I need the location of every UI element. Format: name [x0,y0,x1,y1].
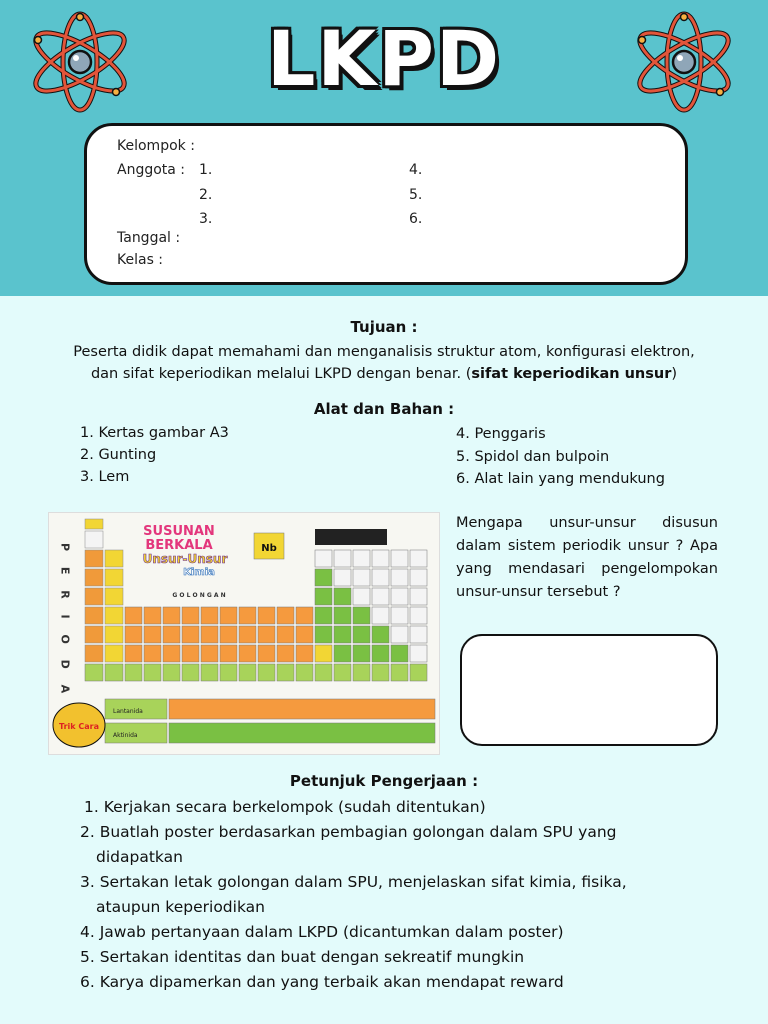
pt-golongan: G O L O N G A N [172,592,226,599]
tujuan-heading: Tujuan : [350,318,418,336]
pt-perioda: P E R I O D A [58,543,72,700]
member-3: 3. [199,211,213,227]
member-6: 6. [409,211,423,227]
pt-nb: Nb [261,543,277,554]
tujuan-line-1: Peserta didik dapat memahami dan menganalisis struktur atom, konfigurasi elektron, [73,344,695,360]
tanggal-label: Tanggal : [117,230,181,246]
member-1: 1. [199,162,213,178]
pt-title-1: SUSUNAN [143,524,215,539]
petunjuk-heading: Petunjuk Pengerjaan : [289,772,479,790]
guiding-question: Mengapa unsur-unsur disusun dalam sistem periodik unsur ? Apa yang mendasari pengelompokan unsur-unsur tersebut ? [456,515,718,600]
pt-title-4: Kimia [183,567,215,578]
step-2: 2. Buatlah poster berdasarkan pembagian golongan dalam SPU yang [80,823,617,841]
step-6: 6. Karya dipamerkan dan yang terbaik akan mendapat reward [80,973,564,991]
periodic-table-image [48,512,440,755]
pt-badge: Trik Cara [59,722,99,731]
kelas-label: Kelas : [117,252,164,268]
alat-heading: Alat dan Bahan : [313,400,455,418]
step-5: 5. Sertakan identitas dan buat dengan sekreatif mungkin [80,948,525,966]
step-3: 3. Sertakan letak golongan dalam SPU, menjelaskan sifat kimia, fisika, [80,873,627,891]
tujuan-bold: sifat keperiodikan unsur [471,366,672,382]
page-title: LKPD [266,14,502,103]
member-2: 2. [199,187,213,203]
kelompok-label: Kelompok : [117,138,195,154]
anggota-label: Anggota : [117,162,186,178]
alat-item: 4. Penggaris [456,426,546,442]
alat-item: 5. Spidol dan bulpoin [456,449,610,465]
identity-card [84,123,688,285]
tujuan-line-2: dan sifat keperiodikan melalui LKPD dengan benar. (sifat keperiodikan unsur) [90,366,678,382]
alat-item: 2. Gunting [80,447,157,463]
answer-box[interactable] [460,634,718,746]
alat-item: 3. Lem [80,469,130,485]
pt-aktinida: Aktinida [113,732,138,739]
step-1: 1. Kerjakan secara berkelompok (sudah ditentukan) [84,798,486,816]
pt-lantanida: Lantanida [113,708,143,715]
member-4: 4. [409,162,423,178]
alat-item: 1. Kertas gambar A3 [80,425,229,441]
member-5: 5. [409,187,423,203]
pt-title-2: BERKALA [145,538,213,553]
step-2-cont: didapatkan [96,848,183,866]
alat-item: 6. Alat lain yang mendukung [456,471,665,487]
pt-title-3: Unsur-Unsur [142,552,228,566]
step-3-cont: ataupun keperiodikan [96,898,265,916]
step-4: 4. Jawab pertanyaan dalam LKPD (dicantumkan dalam poster) [80,923,564,941]
